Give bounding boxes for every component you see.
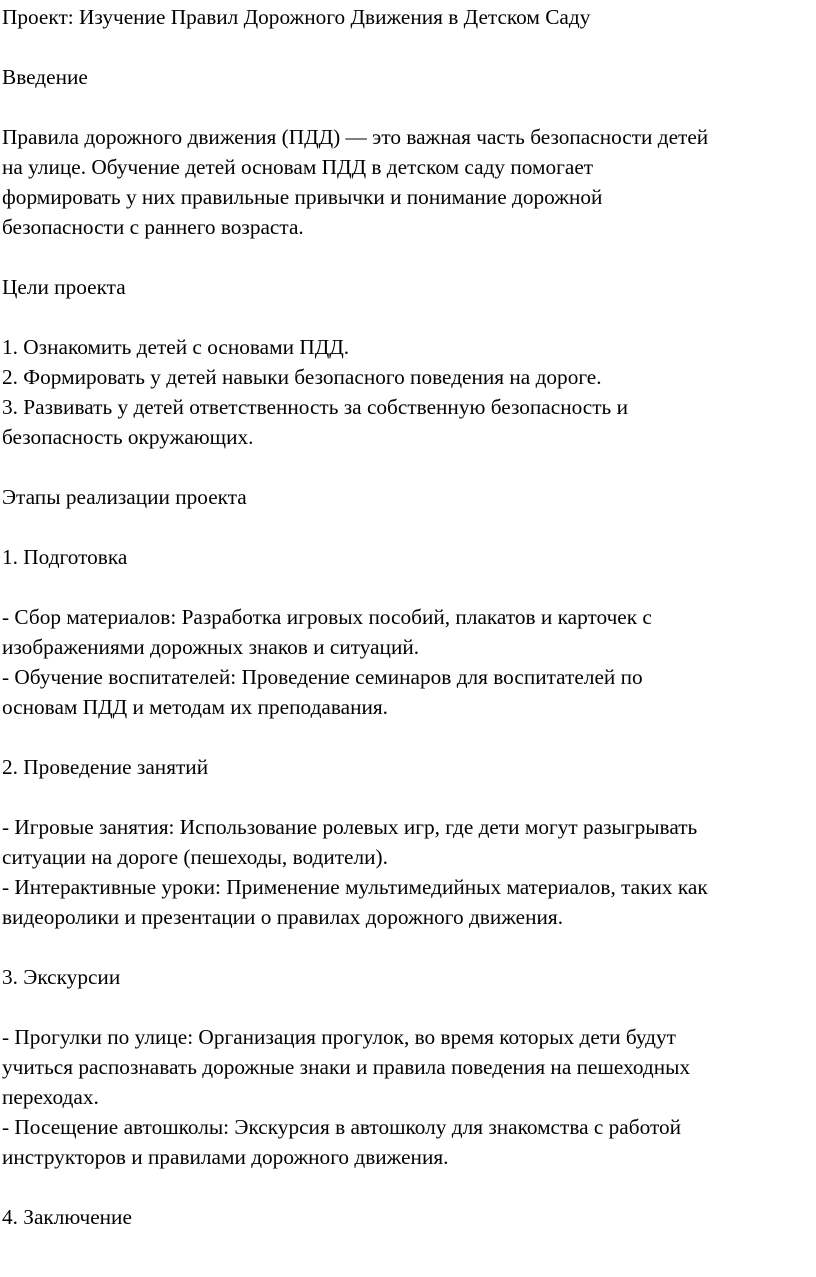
intro-heading: Введение: [2, 65, 88, 89]
intro-line: Правила дорожного движения (ПДД) — это важная часть безопасности детей: [2, 125, 709, 149]
stage3-line: переходах.: [2, 1085, 99, 1109]
blank-line: [2, 92, 816, 122]
blank-line: [2, 992, 816, 1022]
stage2-line: ситуации на дороге (пешеходы, водители).: [2, 845, 388, 869]
blank-line: [2, 32, 816, 62]
blank-line: [2, 242, 816, 272]
blank-line: [2, 932, 816, 962]
goals-heading: Цели проекта: [2, 275, 126, 299]
stage1-line: - Сбор материалов: Разработка игровых пособий, плакатов и карточек с: [2, 605, 652, 629]
stage2-line: - Игровые занятия: Использование ролевых игр, где дети могут разыгрывать: [2, 815, 698, 839]
stage3-line: - Посещение автошколы: Экскурсия в автошколу для знакомства с работой: [2, 1115, 682, 1139]
blank-line: [2, 512, 816, 542]
stage3-line: учиться распознавать дорожные знаки и правила поведения на пешеходных: [2, 1055, 691, 1079]
goal-line: 1. Ознакомить детей с основами ПДД.: [2, 335, 350, 359]
blank-line: [2, 452, 816, 482]
intro-line: на улице. Обучение детей основам ПДД в детском саду помогает: [2, 155, 594, 179]
goal-line: 3. Развивать у детей ответственность за собственную безопасность и: [2, 395, 628, 419]
document-page: [0, 2, 816, 1277]
stage1-line: - Обучение воспитателей: Проведение семинаров для воспитателей по: [2, 665, 643, 689]
goal-line: 2. Формировать у детей навыки безопасного поведения на дороге.: [2, 365, 602, 389]
stages-heading: Этапы реализации проекта: [2, 485, 247, 509]
stage2-heading: 2. Проведение занятий: [2, 755, 209, 779]
blank-line: [2, 722, 816, 752]
stage2-line: - Интерактивные уроки: Применение мультимедийных материалов, таких как: [2, 875, 708, 899]
stage1-heading: 1. Подготовка: [2, 545, 128, 569]
intro-line: формировать у них правильные привычки и понимание дорожной: [2, 185, 603, 209]
blank-line: [2, 302, 816, 332]
goal-line: безопасность окружающих.: [2, 425, 254, 449]
blank-line: [2, 782, 816, 812]
stage1-line: изображениями дорожных знаков и ситуаций.: [2, 635, 420, 659]
document-title: Проект: Изучение Правил Дорожного Движения в Детском Саду: [2, 5, 591, 29]
blank-line: [2, 1172, 816, 1202]
stage2-line: видеоролики и презентации о правилах дорожного движения.: [2, 905, 564, 929]
blank-line: [2, 572, 816, 602]
stage4-heading: 4. Заключение: [2, 1205, 132, 1229]
stage3-heading: 3. Экскурсии: [2, 965, 121, 989]
intro-line: безопасности с раннего возраста.: [2, 215, 304, 239]
stage1-line: основам ПДД и методам их преподавания.: [2, 695, 388, 719]
stage3-line: - Прогулки по улице: Организация прогулок, во время которых дети будут: [2, 1025, 676, 1049]
stage3-line: инструкторов и правилами дорожного движения.: [2, 1145, 449, 1169]
